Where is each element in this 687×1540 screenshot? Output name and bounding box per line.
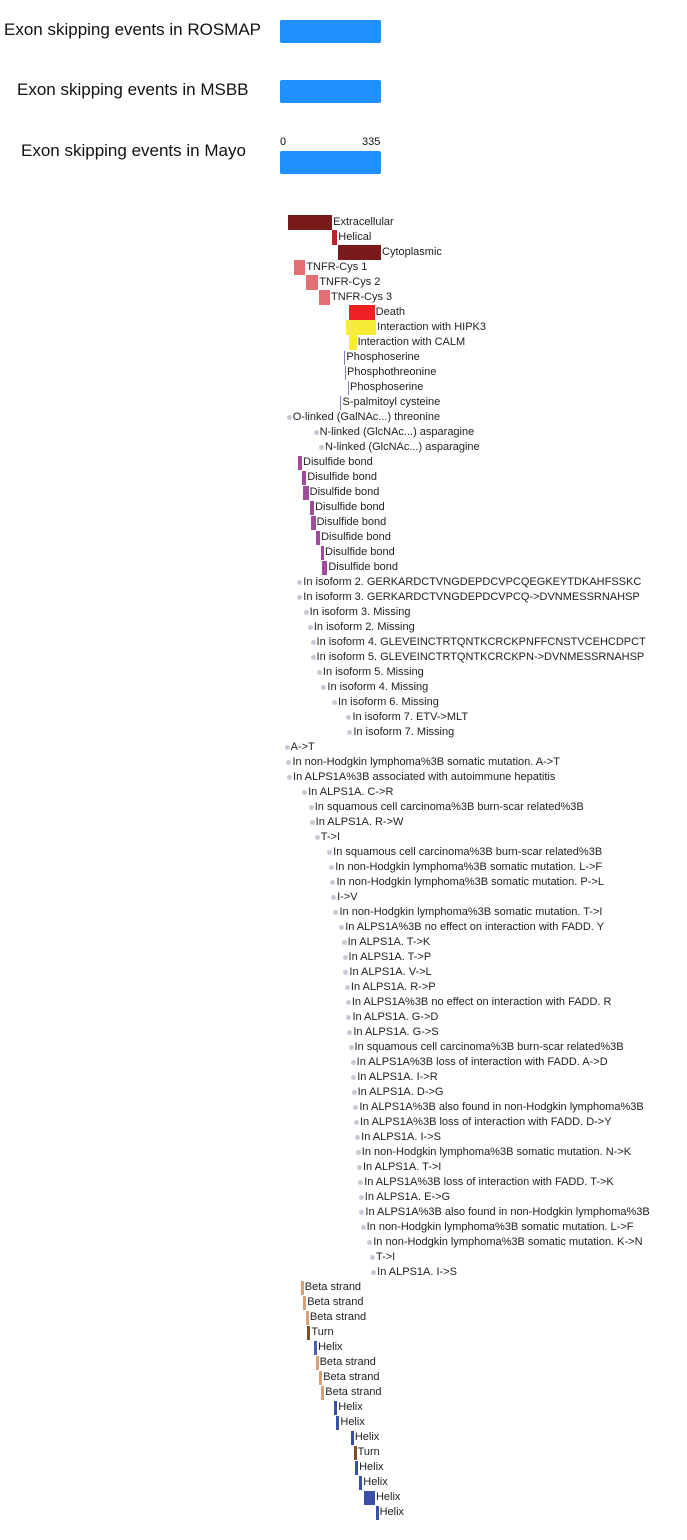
feature-label: T->I bbox=[320, 831, 341, 843]
feature-label: I->V bbox=[337, 891, 358, 903]
feature-label: In non-Hodgkin lymphoma%3B somatic mutation. T->I bbox=[339, 906, 603, 918]
feature-marker[interactable] bbox=[353, 1105, 358, 1110]
axis-min-label: 0 bbox=[280, 136, 287, 148]
feature-marker[interactable] bbox=[304, 610, 309, 615]
feature-marker[interactable] bbox=[319, 445, 324, 450]
feature-label: Phosphoserine bbox=[350, 381, 424, 393]
feature-label: Helix bbox=[338, 1401, 363, 1413]
feature-marker[interactable] bbox=[347, 1030, 352, 1035]
feature-label: In ALPS1A. G->S bbox=[353, 1026, 439, 1038]
feature-label: Beta strand bbox=[319, 1356, 376, 1368]
feature-label: Interaction with HIPK3 bbox=[377, 321, 487, 333]
feature-label: Phosphothreonine bbox=[347, 366, 437, 378]
feature-label: In non-Hodgkin lymphoma%3B somatic mutation. K->N bbox=[373, 1236, 643, 1248]
feature-marker[interactable] bbox=[315, 835, 320, 840]
feature-label: In isoform 7. ETV->MLT bbox=[352, 711, 469, 723]
feature-label: Beta strand bbox=[307, 1296, 364, 1308]
feature-label: In isoform 5. Missing bbox=[322, 666, 424, 678]
feature-marker[interactable] bbox=[302, 790, 307, 795]
feature-marker[interactable] bbox=[342, 940, 347, 945]
feature-marker[interactable] bbox=[286, 760, 291, 765]
feature-marker[interactable] bbox=[357, 1165, 362, 1170]
feature-label: In ALPS1A%3B associated with autoimmune hepatitis bbox=[293, 771, 556, 783]
feature-label: A->T bbox=[290, 741, 315, 753]
feature-label: Turn bbox=[311, 1326, 334, 1338]
feature-marker[interactable] bbox=[354, 1120, 359, 1125]
feature-marker[interactable] bbox=[333, 910, 338, 915]
feature-label: Beta strand bbox=[323, 1371, 380, 1383]
feature-label: Disulfide bond bbox=[316, 516, 387, 528]
feature-marker[interactable] bbox=[349, 1045, 354, 1050]
feature-marker[interactable] bbox=[359, 1210, 364, 1215]
feature-label: In non-Hodgkin lymphoma%3B somatic mutation. L->F bbox=[335, 861, 603, 873]
feature-marker[interactable] bbox=[308, 625, 313, 630]
feature-marker[interactable] bbox=[311, 640, 316, 645]
feature-label: T->I bbox=[375, 1251, 396, 1263]
feature-label: Extracellular bbox=[333, 216, 394, 228]
feature-label: In ALPS1A%3B loss of interaction with FADD. D->Y bbox=[359, 1116, 612, 1128]
feature-bar[interactable] bbox=[303, 1296, 306, 1310]
feature-bar[interactable] bbox=[345, 366, 347, 380]
feature-bar[interactable] bbox=[340, 396, 342, 410]
feature-marker[interactable] bbox=[331, 895, 336, 900]
feature-label: Disulfide bond bbox=[315, 501, 385, 513]
feature-label: In ALPS1A. E->G bbox=[364, 1191, 451, 1203]
feature-bar[interactable] bbox=[306, 275, 319, 290]
feature-label: Disulfide bond bbox=[307, 471, 377, 483]
feature-marker[interactable] bbox=[371, 1270, 376, 1275]
feature-label: N-linked (GlcNAc...) asparagine bbox=[319, 426, 475, 438]
feature-marker[interactable] bbox=[346, 1015, 351, 1020]
feature-label: Helix bbox=[379, 1506, 405, 1518]
feature-bar[interactable] bbox=[321, 546, 324, 560]
feature-bar[interactable] bbox=[334, 1401, 337, 1415]
feature-marker[interactable] bbox=[355, 1135, 360, 1140]
feature-bar[interactable] bbox=[349, 305, 374, 320]
feature-label: In ALPS1A%3B also found in non-Hodgkin lymphoma%3B bbox=[365, 1206, 650, 1218]
feature-bar[interactable] bbox=[351, 1431, 354, 1445]
feature-label: Disulfide bond bbox=[303, 456, 373, 468]
feature-bar[interactable] bbox=[349, 335, 356, 350]
feature-label: In isoform 2. GERKARDCTVNGDEPDCVPCQEGKEYTDKAHFSSKC bbox=[303, 576, 642, 588]
feature-bar[interactable] bbox=[355, 1461, 358, 1475]
feature-marker[interactable] bbox=[346, 715, 351, 720]
feature-marker[interactable] bbox=[297, 580, 302, 585]
feature-label: In ALPS1A. I->R bbox=[357, 1071, 438, 1083]
axis-max-label: 335 bbox=[362, 136, 381, 148]
feature-label: In isoform 3. GERKARDCTVNGDEPDCVPCQ->DVNMESSRNAHSP bbox=[303, 591, 640, 603]
feature-label: N-linked (GlcNAc...) asparagine bbox=[325, 441, 480, 453]
feature-label: In squamous cell carcinoma%3B burn-scar related%3B bbox=[333, 846, 603, 858]
feature-label: In isoform 4. Missing bbox=[327, 681, 429, 693]
feature-bar[interactable] bbox=[307, 1326, 310, 1340]
feature-label: TNFR-Cys 1 bbox=[306, 261, 368, 273]
feature-marker[interactable] bbox=[361, 1225, 366, 1230]
feature-label: S-palmitoyl cysteine bbox=[342, 396, 441, 408]
feature-bar[interactable] bbox=[294, 260, 305, 275]
feature-label: In ALPS1A. G->D bbox=[352, 1011, 439, 1023]
feature-label: In ALPS1A. T->I bbox=[362, 1161, 442, 1173]
feature-label: Disulfide bond bbox=[321, 531, 391, 543]
feature-label: Helix bbox=[340, 1416, 365, 1428]
feature-marker[interactable] bbox=[358, 1180, 363, 1185]
feature-label: TNFR-Cys 2 bbox=[319, 276, 381, 288]
feature-label: In ALPS1A. T->K bbox=[347, 936, 431, 948]
feature-bar[interactable] bbox=[319, 290, 330, 305]
feature-bar[interactable] bbox=[321, 1386, 324, 1400]
feature-label: In non-Hodgkin lymphoma%3B somatic mutation. L->F bbox=[366, 1221, 634, 1233]
feature-label: In ALPS1A%3B no effect on interaction with FADD. R bbox=[351, 996, 612, 1008]
feature-marker[interactable] bbox=[367, 1240, 372, 1245]
feature-bar[interactable] bbox=[344, 351, 346, 365]
feature-marker[interactable] bbox=[310, 820, 315, 825]
feature-label: Disulfide bond bbox=[309, 486, 380, 498]
bar-msbb[interactable] bbox=[280, 80, 381, 103]
feature-marker[interactable] bbox=[287, 415, 292, 420]
feature-label: In isoform 3. Missing bbox=[309, 606, 411, 618]
feature-label: In ALPS1A%3B loss of interaction with FADD. A->D bbox=[356, 1056, 608, 1068]
feature-label: In non-Hodgkin lymphoma%3B somatic mutation. N->K bbox=[361, 1146, 632, 1158]
feature-bar[interactable] bbox=[316, 1356, 319, 1370]
feature-label: Beta strand bbox=[325, 1386, 382, 1398]
feature-bar[interactable] bbox=[311, 516, 315, 530]
feature-label: In squamous cell carcinoma%3B burn-scar related%3B bbox=[354, 1041, 624, 1053]
feature-bar[interactable] bbox=[338, 245, 381, 260]
feature-label: In squamous cell carcinoma%3B burn-scar related%3B bbox=[314, 801, 584, 813]
feature-label: In ALPS1A. T->P bbox=[348, 951, 432, 963]
feature-marker[interactable] bbox=[314, 430, 319, 435]
feature-bar[interactable] bbox=[364, 1491, 375, 1505]
feature-marker[interactable] bbox=[317, 670, 322, 675]
feature-marker[interactable] bbox=[321, 685, 326, 690]
feature-bar[interactable] bbox=[359, 1476, 363, 1490]
bar-mayo[interactable] bbox=[280, 151, 381, 174]
feature-marker[interactable] bbox=[297, 595, 302, 600]
feature-marker[interactable] bbox=[351, 1060, 356, 1065]
feature-label: Helix bbox=[363, 1476, 388, 1488]
bar-rosmap[interactable] bbox=[280, 20, 381, 43]
panel-title-rosmap: Exon skipping events in ROSMAP bbox=[4, 20, 262, 39]
feature-marker[interactable] bbox=[343, 955, 348, 960]
feature-bar[interactable] bbox=[303, 486, 308, 500]
feature-marker[interactable] bbox=[327, 850, 332, 855]
feature-bar[interactable] bbox=[322, 561, 327, 575]
feature-label: Interaction with CALM bbox=[357, 336, 466, 348]
feature-marker[interactable] bbox=[359, 1195, 364, 1200]
feature-label: In ALPS1A%3B also found in non-Hodgkin lymphoma%3B bbox=[359, 1101, 644, 1113]
feature-label: Helix bbox=[354, 1431, 380, 1443]
feature-label: Beta strand bbox=[304, 1281, 362, 1293]
feature-label: Turn bbox=[357, 1446, 380, 1458]
feature-label: Disulfide bond bbox=[328, 561, 399, 573]
feature-label: In ALPS1A. R->P bbox=[350, 981, 436, 993]
feature-bar[interactable] bbox=[354, 1446, 357, 1460]
feature-label: In ALPS1A. R->W bbox=[315, 816, 404, 828]
feature-label: In ALPS1A. I->S bbox=[377, 1266, 457, 1278]
feature-bar[interactable] bbox=[319, 1371, 322, 1385]
feature-marker[interactable] bbox=[311, 655, 316, 660]
feature-marker[interactable] bbox=[346, 1000, 351, 1005]
feature-bar[interactable] bbox=[306, 1311, 309, 1325]
feature-marker[interactable] bbox=[351, 1075, 356, 1080]
feature-label: In isoform 4. GLEVEINCTRTQNTKCRCKPNFFCNSTVCEHCDPCT bbox=[316, 636, 646, 648]
feature-label: In non-Hodgkin lymphoma%3B somatic mutation. P->L bbox=[336, 876, 604, 888]
feature-bar[interactable] bbox=[376, 1506, 379, 1520]
feature-bar[interactable] bbox=[316, 531, 320, 545]
feature-marker[interactable] bbox=[370, 1255, 375, 1260]
feature-label: Helix bbox=[359, 1461, 384, 1473]
feature-label: Beta strand bbox=[309, 1311, 367, 1323]
feature-label: Disulfide bond bbox=[325, 546, 395, 558]
feature-bar[interactable] bbox=[298, 456, 302, 470]
feature-marker[interactable] bbox=[330, 880, 335, 885]
feature-label: In ALPS1A. I->S bbox=[361, 1131, 441, 1143]
feature-label: O-linked (GalNAc...) threonine bbox=[292, 411, 441, 423]
feature-label: In ALPS1A. D->G bbox=[357, 1086, 444, 1098]
feature-marker[interactable] bbox=[352, 1090, 357, 1095]
feature-marker[interactable] bbox=[343, 970, 348, 975]
feature-label: Death bbox=[375, 306, 406, 318]
feature-marker[interactable] bbox=[329, 865, 334, 870]
feature-label: In ALPS1A. C->R bbox=[308, 786, 394, 798]
feature-bar[interactable] bbox=[336, 1416, 339, 1430]
feature-label: In isoform 6. Missing bbox=[337, 696, 439, 708]
feature-marker[interactable] bbox=[347, 730, 352, 735]
feature-bar[interactable] bbox=[288, 215, 332, 230]
feature-label: In ALPS1A. V->L bbox=[349, 966, 432, 978]
feature-bar[interactable] bbox=[314, 1341, 317, 1355]
feature-label: In isoform 5. GLEVEINCTRTQNTKCRCKPN->DVNMESSRNAHSP bbox=[316, 651, 645, 663]
feature-label: Phosphoserine bbox=[346, 351, 420, 363]
feature-bar[interactable] bbox=[301, 1281, 304, 1295]
feature-marker[interactable] bbox=[287, 775, 292, 780]
panel-title-mayo: Exon skipping events in Mayo bbox=[21, 141, 246, 160]
feature-label: In ALPS1A%3B loss of interaction with FADD. T->K bbox=[364, 1176, 614, 1188]
feature-marker[interactable] bbox=[285, 745, 290, 750]
feature-bar[interactable] bbox=[346, 320, 376, 335]
feature-label: In isoform 7. Missing bbox=[353, 726, 455, 738]
feature-marker[interactable] bbox=[345, 985, 350, 990]
feature-marker[interactable] bbox=[356, 1150, 361, 1155]
feature-label: Cytoplasmic bbox=[382, 246, 442, 258]
feature-marker[interactable] bbox=[339, 925, 344, 930]
panel-title-msbb: Exon skipping events in MSBB bbox=[17, 80, 249, 99]
feature-bar[interactable] bbox=[302, 471, 306, 485]
feature-marker[interactable] bbox=[309, 805, 314, 810]
feature-label: Helix bbox=[375, 1491, 401, 1503]
feature-label: Helical bbox=[338, 231, 372, 243]
feature-label: TNFR-Cys 3 bbox=[331, 291, 393, 303]
feature-bar[interactable] bbox=[332, 230, 337, 245]
feature-label: In isoform 2. Missing bbox=[313, 621, 415, 633]
feature-label: In ALPS1A%3B no effect on interaction with FADD. Y bbox=[345, 921, 605, 933]
feature-bar[interactable] bbox=[310, 501, 315, 515]
feature-bar[interactable] bbox=[348, 381, 350, 395]
feature-label: In non-Hodgkin lymphoma%3B somatic mutation. A->T bbox=[292, 756, 560, 768]
feature-marker[interactable] bbox=[332, 700, 337, 705]
feature-label: Helix bbox=[318, 1341, 343, 1353]
